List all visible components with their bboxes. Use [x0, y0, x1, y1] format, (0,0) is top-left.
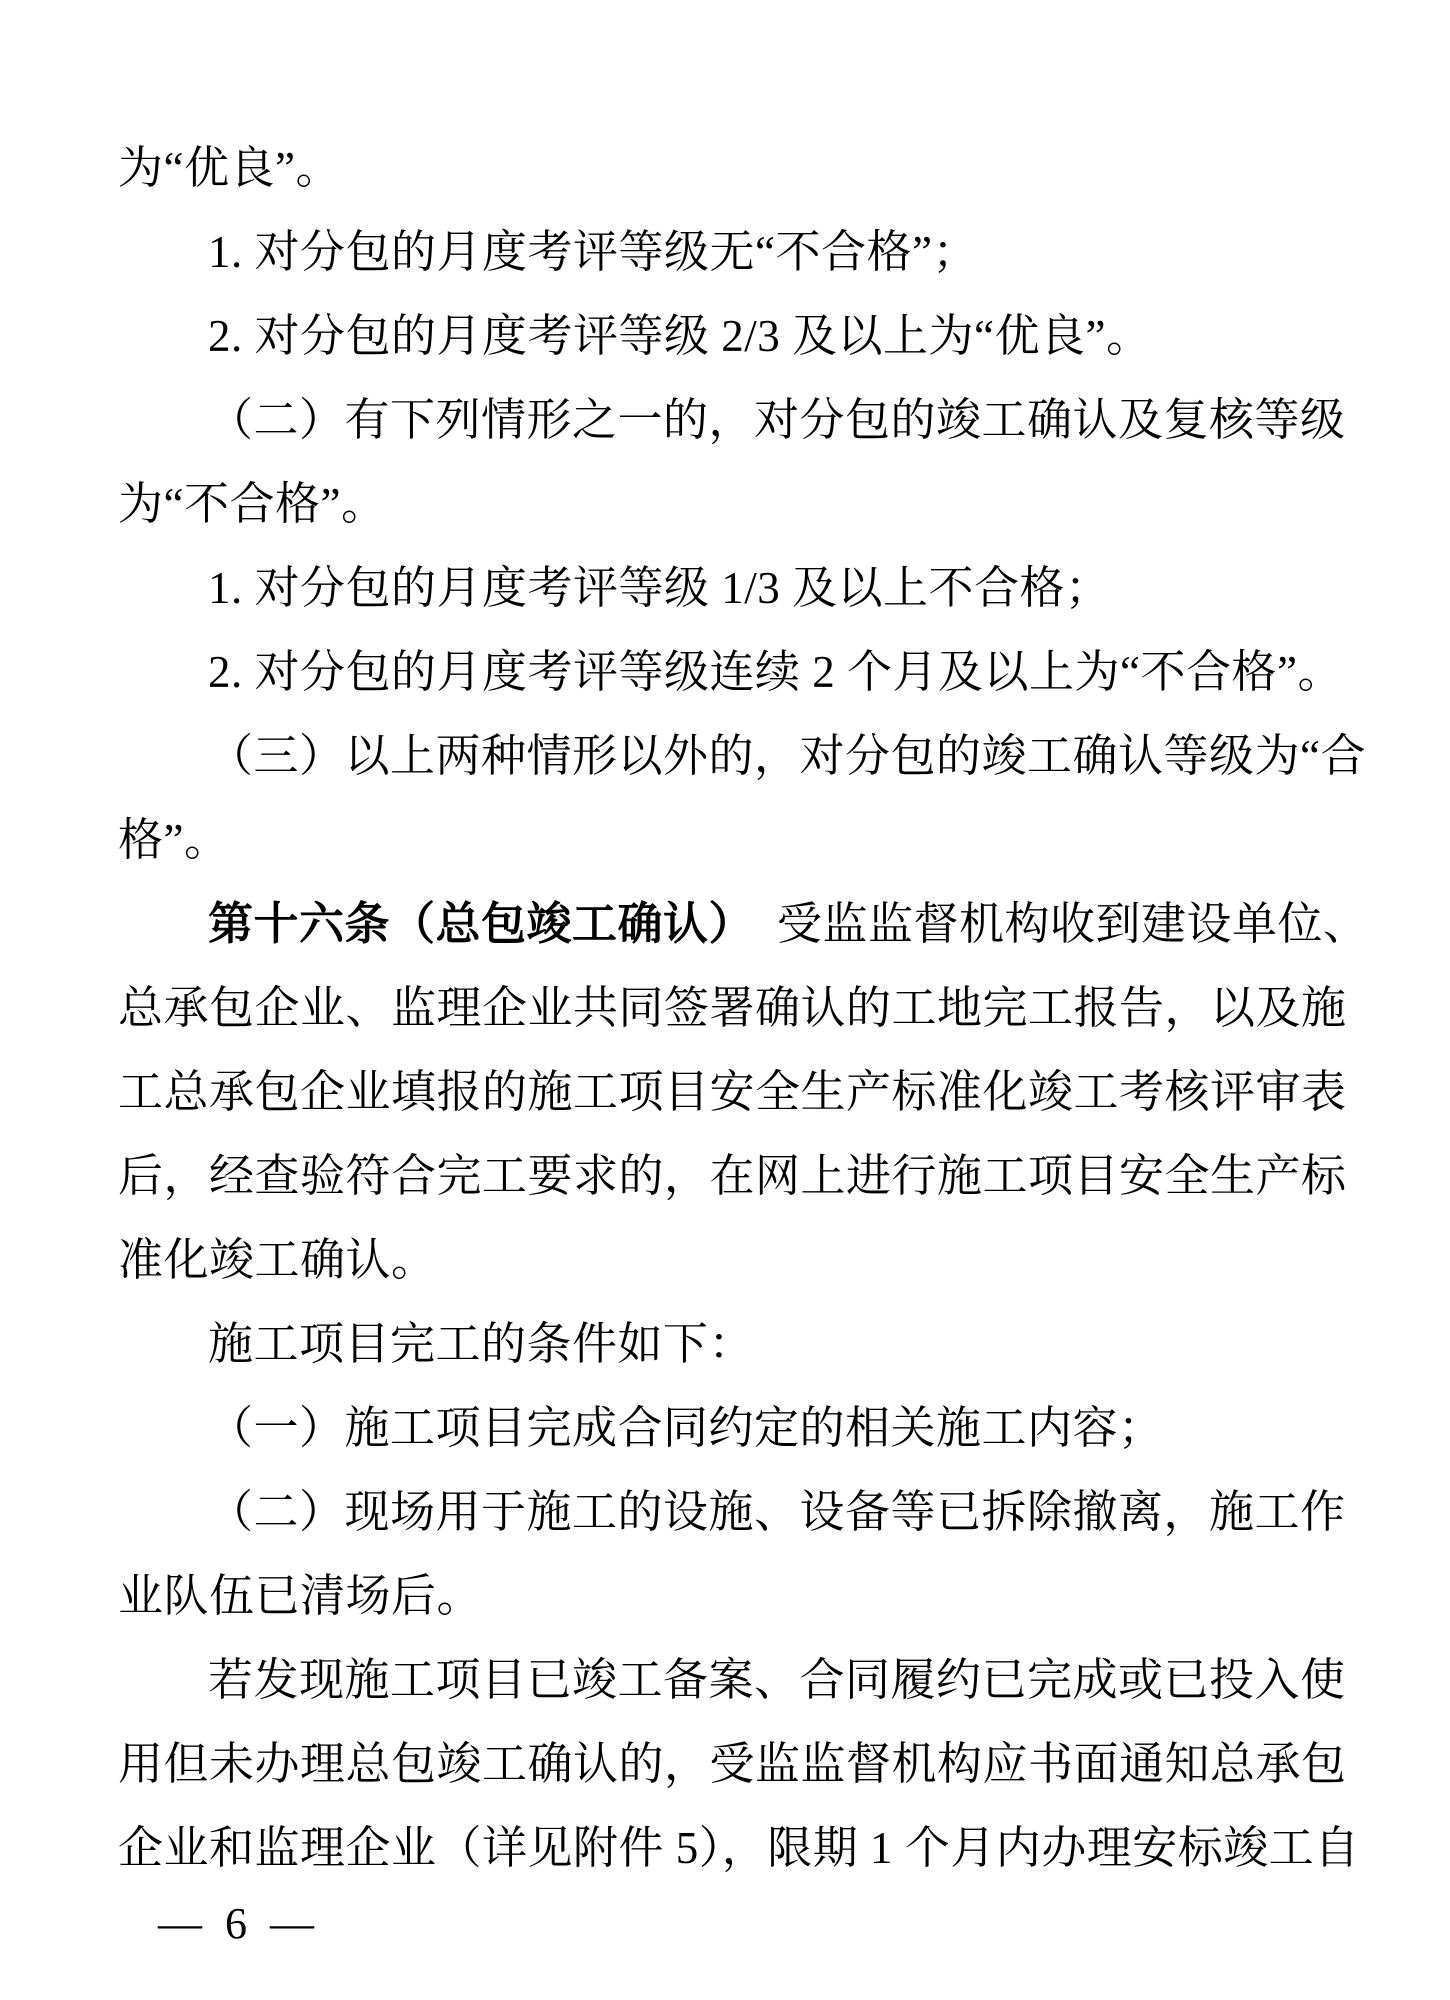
text-run: 为“不合格”。	[118, 479, 387, 529]
text-run: 格”。	[118, 815, 230, 865]
text-line	[118, 1554, 1408, 1638]
text-line	[118, 378, 1408, 462]
article-heading: 第十六条（总包竣工确认）	[208, 898, 732, 949]
text-run: 业队伍已清场后。	[118, 1571, 483, 1621]
text-run: （二）现场用于施工的设施、设备等已拆除撤离，施工作	[208, 1487, 1346, 1537]
text-run: 企业和监理企业（详见附件 5），限期 1 个月内办理安标竣工自	[118, 1823, 1360, 1873]
text-line	[118, 714, 1408, 798]
text-run: （三）以上两种情形以外的，对分包的竣工确认等级为“合	[208, 731, 1366, 781]
text-run: 准化竣工确认。	[118, 1235, 437, 1285]
text-line	[118, 1722, 1408, 1806]
text-run: 后，经查验符合完工要求的，在网上进行施工项目安全生产标	[118, 1151, 1347, 1201]
text-line	[118, 1218, 1408, 1302]
text-line	[118, 294, 1408, 378]
text-line	[118, 462, 1408, 546]
text-line	[118, 1302, 1408, 1386]
text-run: 受监监督机构收到建设单位、	[731, 899, 1369, 949]
text-run: 2. 对分包的月度考评等级 2/3 及以上为“优良”。	[208, 311, 1152, 361]
text-line	[118, 1470, 1408, 1554]
text-line	[118, 882, 1408, 966]
text-line	[118, 798, 1408, 882]
text-line	[118, 210, 1408, 294]
text-run: 1. 对分包的月度考评等级 1/3 及以上不合格；	[208, 563, 1111, 613]
text-run: 用但未办理总包竣工确认的，受监监督机构应书面通知总承包	[118, 1739, 1347, 1789]
text-run: （二）有下列情形之一的，对分包的竣工确认及复核等级	[208, 395, 1346, 445]
text-line	[118, 966, 1408, 1050]
text-line	[118, 630, 1408, 714]
text-run: （一）施工项目完成合同约定的相关施工内容；	[208, 1403, 1164, 1453]
text-run: 2. 对分包的月度考评等级连续 2 个月及以上为“不合格”。	[208, 647, 1343, 697]
text-line	[118, 1638, 1408, 1722]
text-run: 施工项目完工的条件如下：	[208, 1319, 755, 1369]
text-run: 1. 对分包的月度考评等级无“不合格”；	[208, 227, 978, 277]
text-run: 总承包企业、监理企业共同签署确认的工地完工报告，以及施	[118, 983, 1347, 1033]
text-line	[118, 1806, 1408, 1890]
text-line	[118, 1050, 1408, 1134]
document-body	[118, 126, 1408, 1890]
text-line	[118, 126, 1408, 210]
page-number: — 6 —	[158, 1899, 320, 1948]
text-run: 为“优良”。	[118, 143, 341, 193]
text-run: 工总承包企业填报的施工项目安全生产标准化竣工考核评审表	[118, 1067, 1347, 1117]
text-line	[118, 1134, 1408, 1218]
text-line	[118, 1386, 1408, 1470]
text-line	[118, 546, 1408, 630]
text-run: 若发现施工项目已竣工备案、合同履约已完成或已投入使	[208, 1655, 1346, 1705]
